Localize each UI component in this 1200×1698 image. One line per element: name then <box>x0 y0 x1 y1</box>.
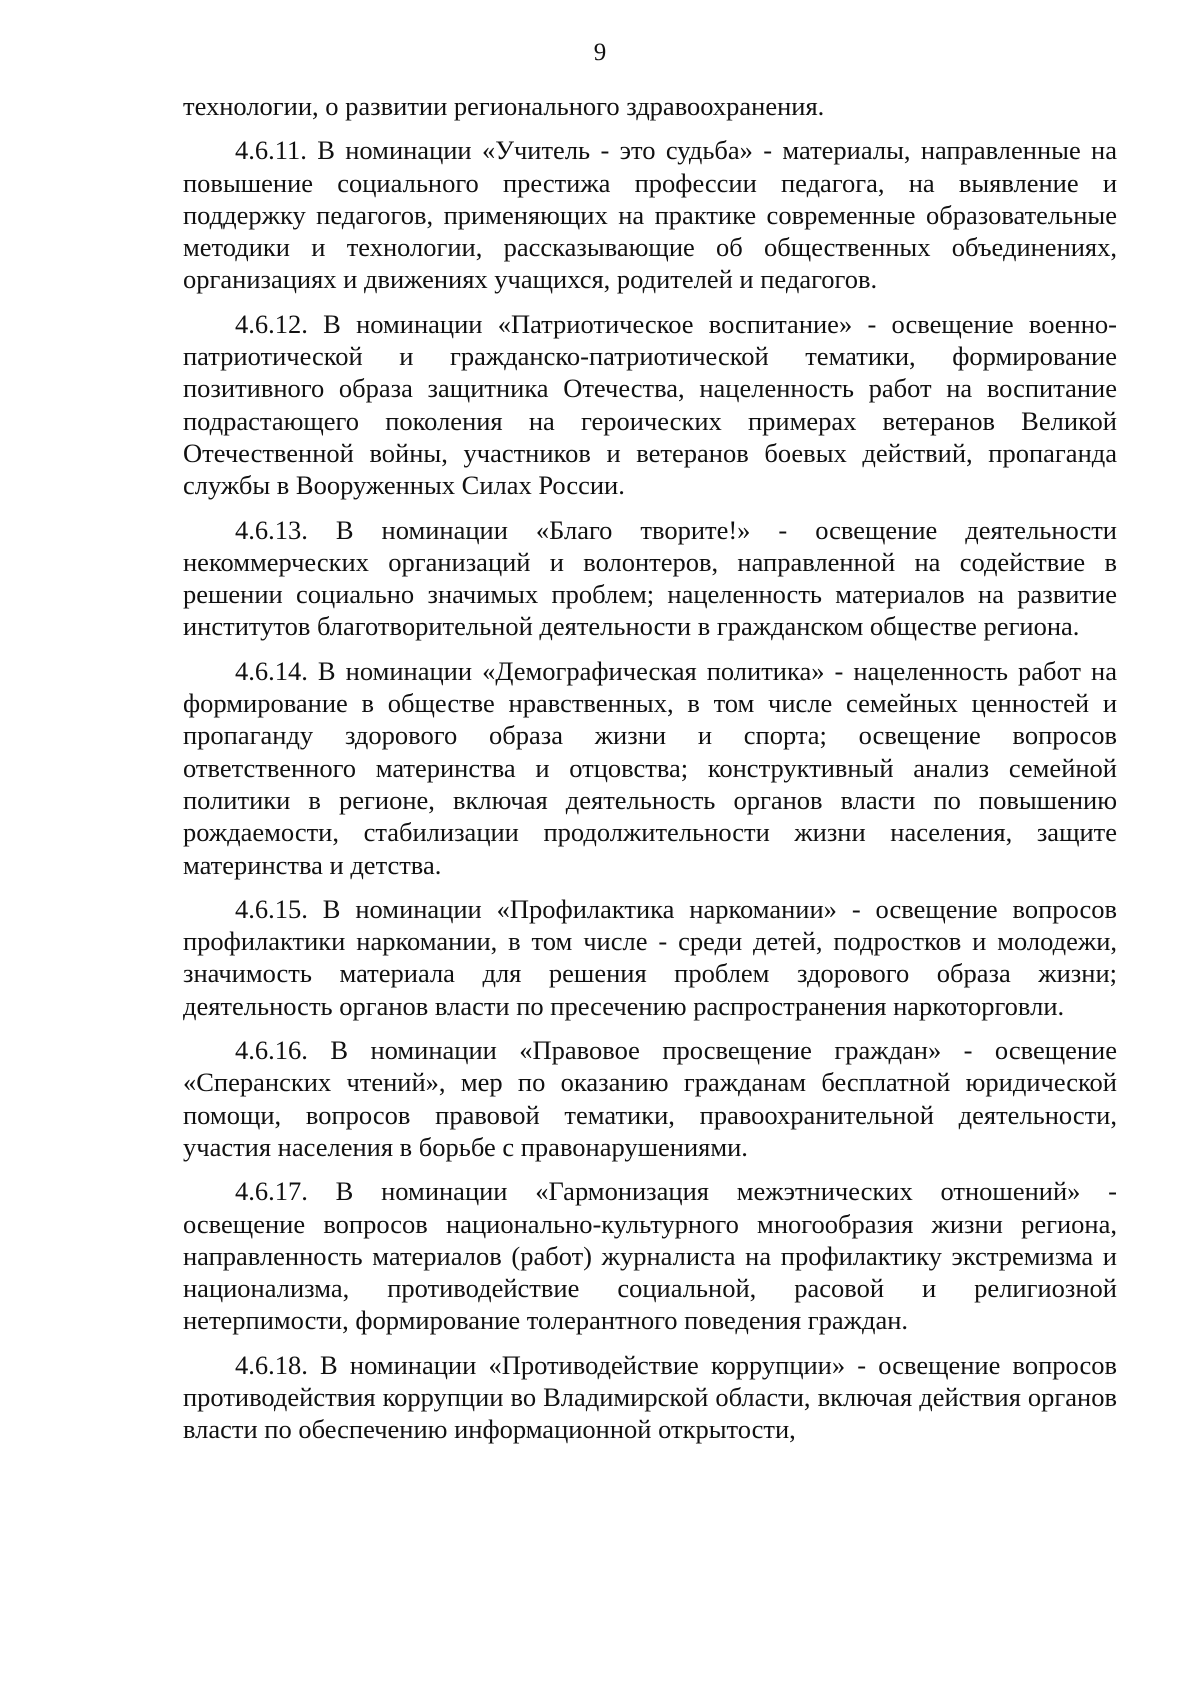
paragraph-4-6-14: 4.6.14. В номинации «Демографическая политика» - нацеленность работ на формирование в обществе нравственных, в том числе семейных ценностей и пропаганду здорового образа жизни и спорта; освещение вопросов ответственного материнства и отцовства; конструктивный анализ семейной политики в регионе, включая деятельность органов власти по повышению рождаемости, стабилизации продолжительности жизни населения, защите материнства и детства. <box>183 655 1117 880</box>
paragraph-4-6-12: 4.6.12. В номинации «Патриотическое воспитание» - освещение военно-патриотической и гражданско-патриотической тематики, формирование позитивного образа защитника Отечества, нацеленность работ на воспитание подрастающего поколения на героических примерах ветеранов Великой Отечественной войны, участников и ветеранов боевых действий, пропаганда службы в Вооруженных Силах России. <box>183 308 1117 501</box>
paragraph-4-6-13: 4.6.13. В номинации «Благо творите!» - освещение деятельности некоммерческих организаций и волонтеров, направленной на содействие в решении социально значимых проблем; нацеленность материалов на развитие институтов благотворительной деятельности в гражданском обществе региона. <box>183 514 1117 642</box>
paragraph-continuation: технологии, о развитии регионального здравоохранения. <box>183 91 825 121</box>
paragraph-4-6-11: 4.6.11. В номинации «Учитель - это судьба» - материалы, направленные на повышение социального престижа профессии педагога, на выявление и поддержку педагогов, применяющих на практике современные образовательные методики и технологии, рассказывающие об общественных объединениях, организациях и движениях учащихся, родителей и педагогов. <box>183 135 1117 295</box>
paragraph-4-6-17: 4.6.17. В номинации «Гармонизация межэтнических отношений» - освещение вопросов национально-культурного многообразия жизни региона, направленность материалов (работ) журналиста на профилактику экстремизма и национализма, противодействие социальной, расовой и религиозной нетерпимости, формирование толерантного поведения граждан. <box>183 1176 1117 1336</box>
document-body <box>183 90 1117 1458</box>
paragraph-4-6-15: 4.6.15. В номинации «Профилактика наркомании» - освещение вопросов профилактики наркомании, в том числе - среди детей, подростков и молодежи, значимость материала для решения проблем здорового образа жизни; деятельность органов власти по пресечению распространения наркоторговли. <box>183 893 1117 1021</box>
page-number: 9 <box>593 39 607 66</box>
paragraph-4-6-16: 4.6.16. В номинации «Правовое просвещение граждан» - освещение «Сперанских чтений», мер по оказанию гражданам бесплатной юридической помощи, вопросов правовой тематики, правоохранительной деятельности, участия населения в борьбе с правонарушениями. <box>183 1035 1117 1162</box>
paragraph-4-6-18: 4.6.18. В номинации «Противодействие коррупции» - освещение вопросов противодействия коррупции во Владимирской области, включая действия органов власти по обеспечению информационной открытости, <box>183 1349 1117 1445</box>
